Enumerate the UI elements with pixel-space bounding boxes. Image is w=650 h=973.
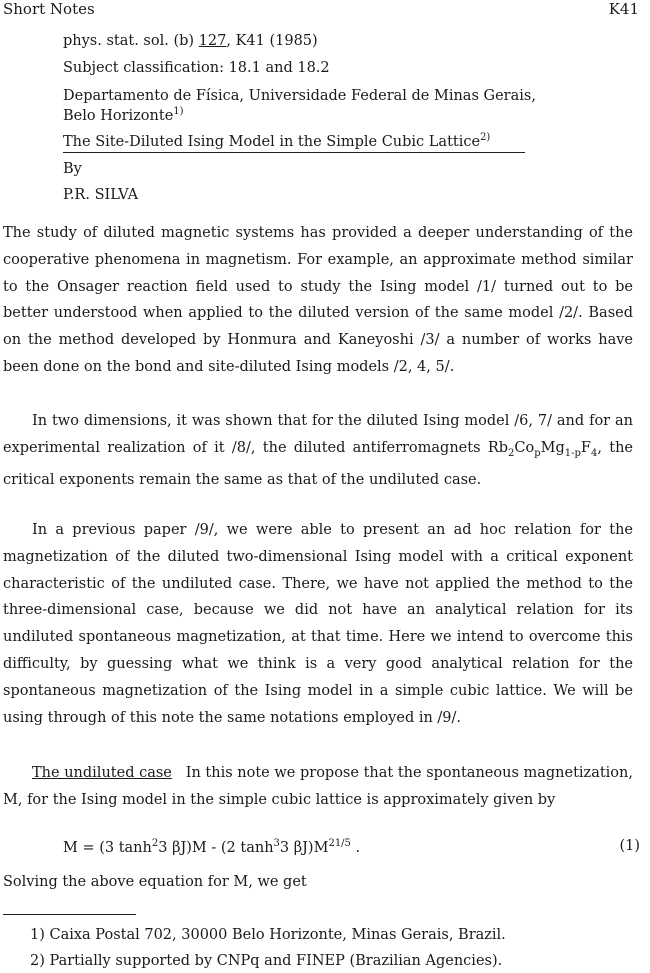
footnote-rule: [3, 914, 136, 915]
footnote-2: 2) Partially supported by CNPq and FINEP (Brazilian Agencies).: [30, 953, 503, 969]
formula-mg: Mg: [540, 439, 565, 456]
journal-citation: [63, 33, 318, 49]
formula-rb: Rb: [487, 439, 509, 456]
paragraph-2-text-a: In two dimensions, it was shown that for the diluted Ising model /6, 7/ and for an experimental realization of it /8/, the diluted antiferromagnets: [3, 413, 633, 456]
formula-rb-sub: 2: [508, 447, 515, 459]
paragraph-4-text: In this note we propose that the spontaneous magnetization, M, for the Ising model in the simple cubic lattice is approximately given by: [3, 765, 633, 808]
equation-1: [63, 838, 360, 856]
formula-co: Co: [514, 439, 535, 456]
formula-f: F: [580, 439, 591, 456]
equation-exponent-2: 3: [273, 838, 280, 849]
paragraph-2: [3, 408, 633, 494]
title-footnote-mark: 2): [480, 132, 491, 143]
affiliation-footnote-mark: 1): [173, 106, 184, 117]
citation-suffix: , K41 (1985): [226, 33, 318, 49]
paragraph-4: [3, 760, 633, 814]
after-equation-text: Solving the above equation for M, we get: [3, 874, 307, 890]
affiliation-line-2: [63, 106, 184, 124]
footnote-1: 1) Caixa Postal 702, 30000 Belo Horizonte, Minas Gerais, Brazil.: [30, 927, 506, 943]
paper-title: [63, 132, 525, 150]
page-number: K41: [608, 0, 639, 18]
formula-co-sub: p: [534, 447, 541, 459]
equation-part-1: M = (3 tanh: [63, 839, 152, 856]
section-heading-undiluted-case: The undiluted case: [32, 765, 172, 781]
formula-mg-sub: 1-p: [564, 447, 581, 459]
equation-number: (1): [619, 838, 640, 854]
affiliation-line-1: Departamento de Física, Universidade Federal de Minas Gerais,: [63, 88, 536, 104]
paragraph-2-text-b: , the critical exponents remain the same as that of the undiluted case.: [3, 439, 633, 489]
paragraph-1: The study of diluted magnetic systems has provided a deeper understanding of the cooperative phenomena in magnetism. For example, an approximate method similar to the Onsager reaction field used to study the Ising model /1/ turned out to be better understood when applied to the diluted version of the same model /2/. Based on the method developed by Honmura and Kaneyoshi /3/ a number of works have been done on the bond and site-diluted Ising models /2, 4, 5/.: [3, 225, 633, 375]
equation-part-2: 3 βJ)M - (2 tanh: [158, 839, 274, 856]
author-name: P.R. SILVA: [63, 187, 139, 203]
affiliation-city: Belo Horizonte: [63, 107, 174, 124]
formula-f-sub: 4: [590, 447, 598, 459]
equation-end: .: [350, 839, 361, 856]
by-line: By: [63, 161, 82, 177]
title-underline: [63, 152, 525, 153]
paper-title-text: The Site-Diluted Ising Model in the Simple Cubic Lattice: [63, 133, 481, 150]
chemical-formula: [487, 439, 598, 459]
subject-classification: Subject classification: 18.1 and 18.2: [63, 60, 330, 76]
paragraph-3: In a previous paper /9/, we were able to present an ad hoc relation for the magnetization of the diluted two-dimensional Ising model with a critical exponent characteristic of the undiluted case. There, we have not applied the method to the three-dimensional case, because we did not have an analytical relation for its undiluted spontaneous magnetization, at that time. Here we intend to overcome this difficulty, by guessing what we think is a very good analytical relation for the spontaneous magnetization of the Ising model in a simple cubic lattice. We will be using through of this note the same notations employed in /9/.: [3, 522, 633, 726]
citation-volume: 127: [198, 33, 227, 49]
citation-prefix: phys. stat. sol. (b): [63, 33, 199, 49]
equation-exponent-1: 2: [151, 838, 159, 849]
equation-part-3: 3 βJ)M: [279, 839, 329, 856]
equation-exponent-3: 21/5: [328, 838, 351, 849]
running-header-title: Short Notes: [3, 0, 95, 18]
